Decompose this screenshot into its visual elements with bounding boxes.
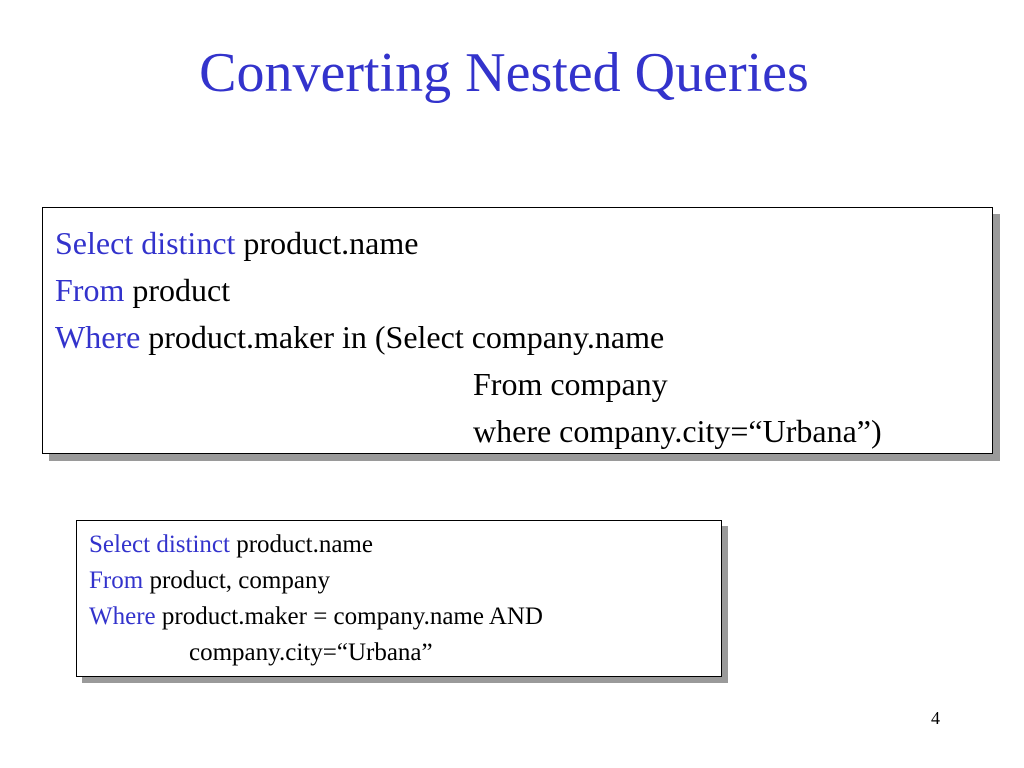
from-keyword: From <box>55 272 125 308</box>
query-line-where <box>55 314 992 361</box>
where-continuation-line: company.city=“Urbana” <box>189 639 433 666</box>
flat-query-box <box>76 520 722 677</box>
query-line-from <box>89 563 721 599</box>
query-line-select <box>55 220 992 267</box>
select-distinct-keyword: Select distinct <box>55 225 236 261</box>
where-keyword: Where <box>89 603 156 630</box>
select-column: product.name <box>236 531 373 558</box>
where-condition: product.maker in (Select company.name <box>148 319 665 355</box>
page-number: 4 <box>931 708 940 728</box>
select-column: product.name <box>243 225 419 261</box>
subquery-from-line: From company <box>473 366 668 402</box>
query-line-select <box>89 527 721 563</box>
select-distinct-keyword: Select distinct <box>89 531 230 558</box>
where-keyword: Where <box>55 319 141 355</box>
nested-query-box <box>42 207 993 454</box>
from-keyword: From <box>89 567 144 594</box>
from-tables: product, company <box>149 567 330 594</box>
subquery-where-line: where company.city=“Urbana”) <box>473 413 882 449</box>
from-table: product <box>132 272 231 308</box>
query-line-from <box>55 267 992 314</box>
where-condition: product.maker = company.name AND <box>161 603 543 630</box>
query-line-where <box>89 599 721 635</box>
slide-title: Converting Nested Queries <box>199 42 809 104</box>
